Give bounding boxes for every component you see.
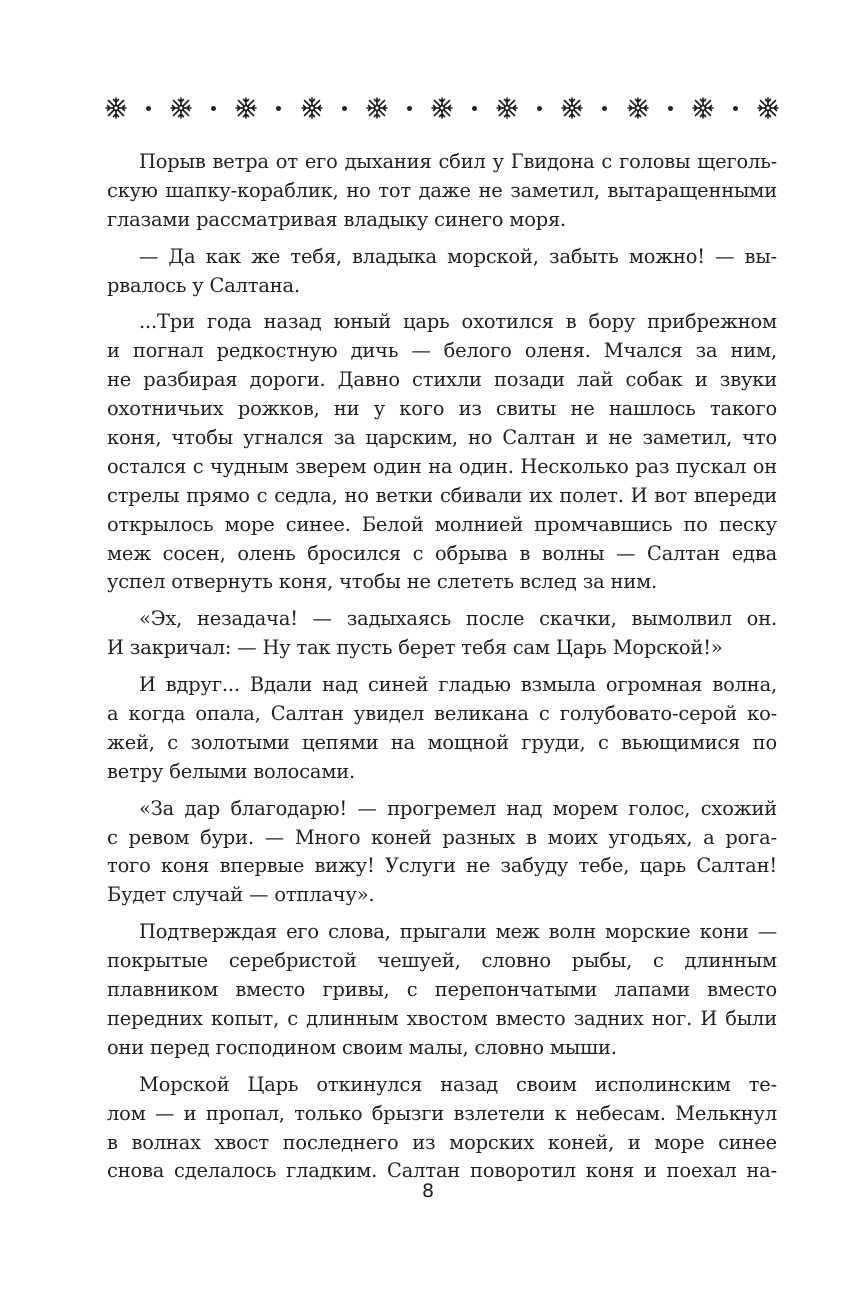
body-text (107, 148, 777, 1194)
paragraph (107, 243, 777, 301)
text-line: глазами рассматривая владыку синего моря. (107, 207, 567, 231)
paragraph (107, 1071, 777, 1187)
text-line: — Да как же тебя, владыка морской, забыть можно! — вы- (139, 244, 777, 268)
paragraph (107, 148, 777, 235)
text-line: передних копыт, с длинным хвостом вместо задних ног. И были (107, 1006, 777, 1030)
text-line: а когда опала, Салтан увидел великана с голубовато-серой ко- (107, 702, 777, 726)
text-line: открылось море синее. Белой молнией промчавшись по песку (107, 512, 777, 536)
dot-separator-icon (146, 106, 151, 111)
paragraph (107, 795, 777, 911)
dot-separator-icon (342, 106, 347, 111)
text-line: они перед господином своим малы, словно мыши. (107, 1035, 617, 1059)
decorative-ornament-border (104, 94, 780, 122)
snowflake-star-icon (626, 96, 650, 120)
text-line: «Эх, незадача! — задыхаясь после скачки, вымолвил он. (139, 607, 777, 631)
paragraph (107, 671, 777, 787)
snowflake-star-icon (756, 96, 780, 120)
text-line: успел отвернуть коня, чтобы не слететь вслед за ним. (107, 570, 658, 594)
text-line: того коня впервые вижу! Услуги не забуду тебе, царь Салтан! (107, 854, 777, 878)
text-line: не разбирая дороги. Давно стихли позади лай собак и звуки (107, 368, 777, 392)
text-line: Морской Царь откинулся назад своим исполинским те- (139, 1072, 777, 1096)
text-line: коня, чтобы угнался за царским, но Салтан и не заметил, что (107, 426, 777, 450)
text-line: плавником вместо гривы, с перепончатыми лапами вместо (107, 978, 777, 1002)
snowflake-star-icon (104, 96, 128, 120)
snowflake-star-icon (560, 96, 584, 120)
snowflake-star-icon (430, 96, 454, 120)
text-line: снова сделалось гладким. Салтан поворотил коня и поехал на- (107, 1159, 777, 1183)
text-line: охотничьих рожков, ни у кого из свиты не нашлось такого (107, 397, 777, 421)
text-line: жей, с золотыми цепями на мощной груди, с вьющимися по (107, 730, 777, 754)
snowflake-star-icon (691, 96, 715, 120)
text-line: скую шапку-кораблик, но тот даже не заметил, вытаращенными (107, 178, 777, 202)
dot-separator-icon (211, 106, 216, 111)
snowflake-star-icon (234, 96, 258, 120)
paragraph (107, 308, 777, 597)
text-line: Подтверждая его слова, прыгали меж волн морские кони — (139, 920, 777, 944)
dot-separator-icon (668, 106, 673, 111)
snowflake-star-icon (169, 96, 193, 120)
dot-separator-icon (733, 106, 738, 111)
snowflake-star-icon (300, 96, 324, 120)
text-line: покрытые серебристой чешуей, словно рыбы, с длинным (107, 949, 777, 973)
text-line: Будет случай — отплачу». (107, 883, 375, 907)
text-line: рвалось у Салтана. (107, 273, 300, 297)
text-line: меж сосен, олень бросился с обрыва в волны — Салтан едва (107, 541, 777, 565)
text-line: с ревом бури. — Много коней разных в моих угодьях, а рога- (107, 825, 777, 849)
text-line: Порыв ветра от его дыхания сбил у Гвидона с головы щеголь- (139, 150, 777, 173)
text-line: лом — и пропал, только брызги взлетели к небесам. Мелькнул (107, 1101, 777, 1125)
text-line: стрелы прямо с седла, но ветки сбивали их полет. И вот впереди (107, 483, 777, 507)
snowflake-star-icon (495, 96, 519, 120)
dot-separator-icon (602, 106, 607, 111)
text-line: и погнал редкостную дичь — белого оленя. Мчался за ним, (107, 339, 777, 363)
dot-separator-icon (276, 106, 281, 111)
snowflake-star-icon (365, 96, 389, 120)
paragraph (107, 918, 777, 1062)
text-line: ветру белыми волосами. (107, 759, 356, 783)
text-line: остался с чудным зверем один на один. Несколько раз пускал он (107, 454, 777, 478)
dot-separator-icon (537, 106, 542, 111)
text-line: И закричал: — Ну так пусть берет тебя сам Царь Морской!» (107, 636, 723, 660)
text-line: ...Три года назад юный царь охотился в бору прибрежном (139, 310, 777, 334)
text-line: «За дар благодарю! — прогремел над морем голос, схожий (139, 796, 777, 820)
text-line: И вдруг... Вдали над синей гладью взмыла огромная волна, (139, 673, 777, 697)
paragraph (107, 605, 777, 663)
dot-separator-icon (472, 106, 477, 111)
page-number: 8 (421, 1180, 435, 1202)
dot-separator-icon (407, 106, 412, 111)
text-line: в волнах хвост последнего из морских коней, и море синее (107, 1130, 777, 1154)
